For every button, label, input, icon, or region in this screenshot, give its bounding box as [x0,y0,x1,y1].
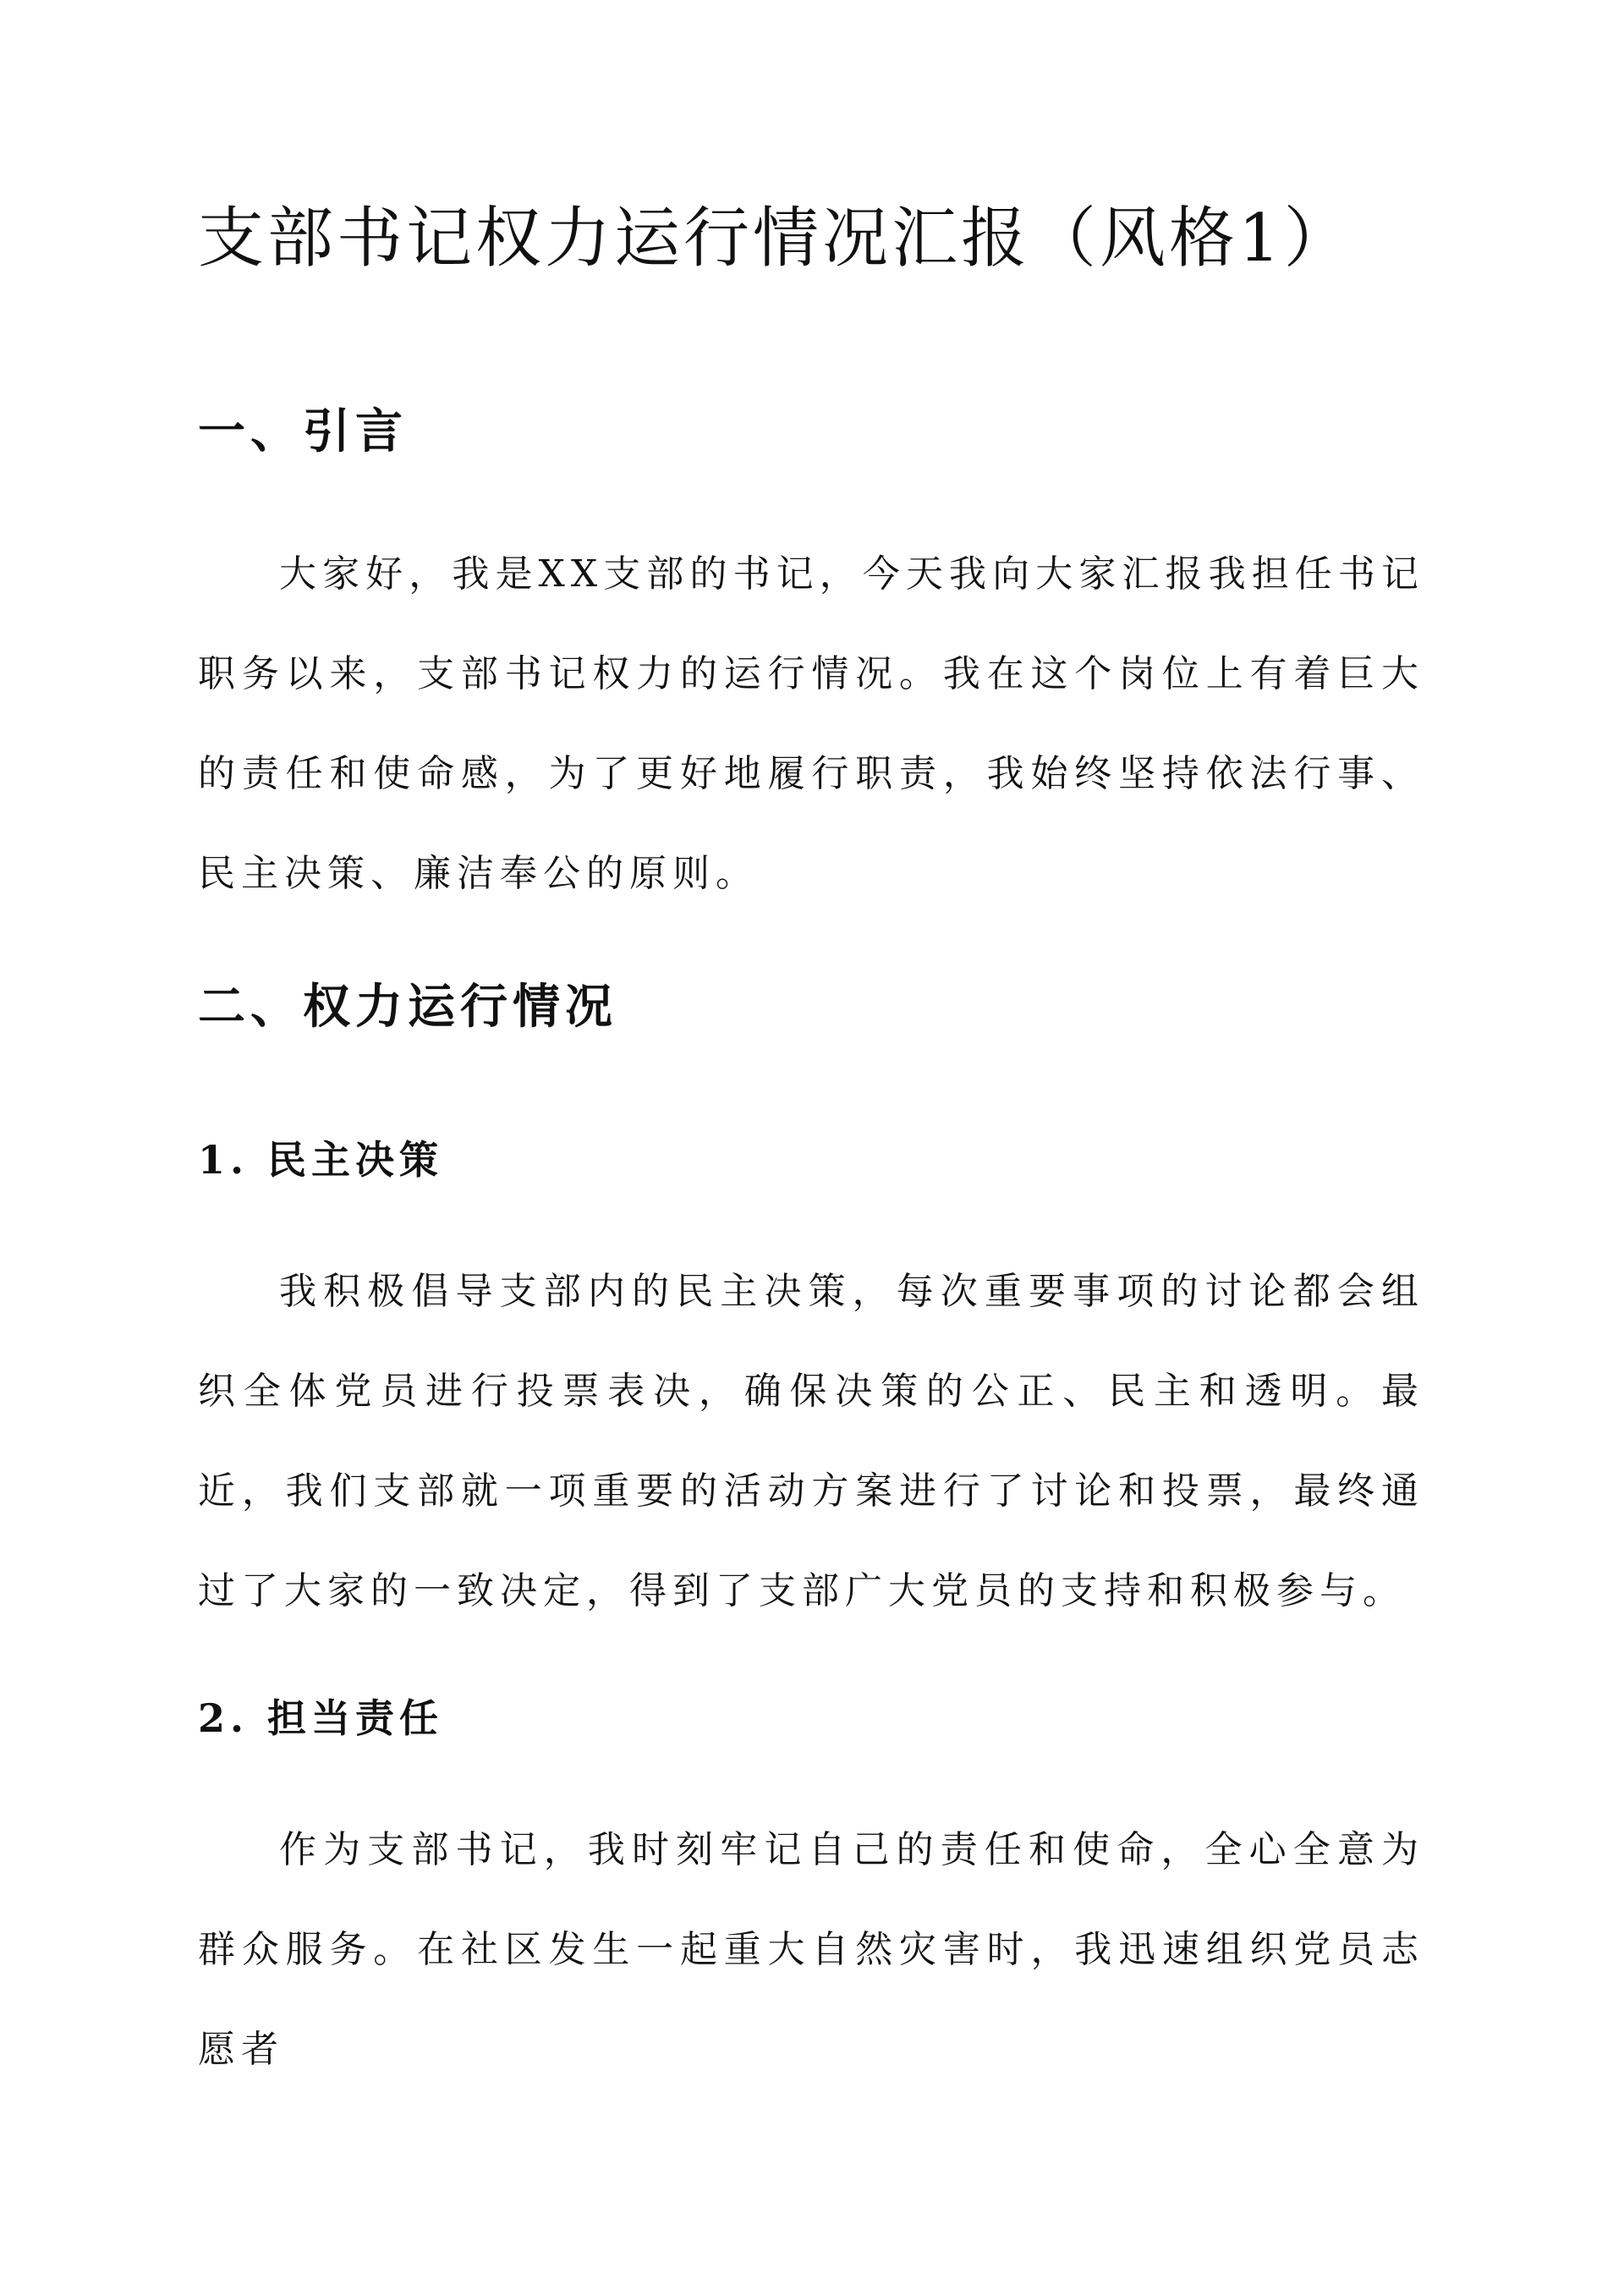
subsection-heading-democratic-decision: 1. 民主决策 [198,1137,444,1183]
introduction-paragraph: 大家好，我是XX支部的书记，今天我向大家汇报我担任书记职务以来，支部书记权力的运行情况。我在这个岗位上有着巨大的责任和使命感，为了更好地履行职责，我始终坚持依法行事、民主决策、廉洁奉公的原则。 [198,552,1424,895]
taking-responsibility-paragraph: 作为支部书记，我时刻牢记自己的责任和使命，全心全意为群众服务。在社区发生一起重大自然灾害时，我迅速组织党员志愿者 [198,1828,1424,2071]
document-title: 支部书记权力运行情况汇报（风格1） [198,200,1353,277]
section-heading-power-operation: 二、权力运行情况 [198,979,617,1035]
subsection-heading-taking-responsibility: 2. 担当责任 [198,1695,444,1741]
democratic-decision-paragraph: 我积极倡导支部内的民主决策，每次重要事项的讨论都会组织全体党员进行投票表决，确保决策的公正、民主和透明。最近，我们支部就一项重要的活动方案进行了讨论和投票，最终通过了大家的一致决定，得到了支部广大党员的支持和积极参与。 [198,1270,1424,1612]
section-heading-introduction: 一、引言 [198,404,408,459]
